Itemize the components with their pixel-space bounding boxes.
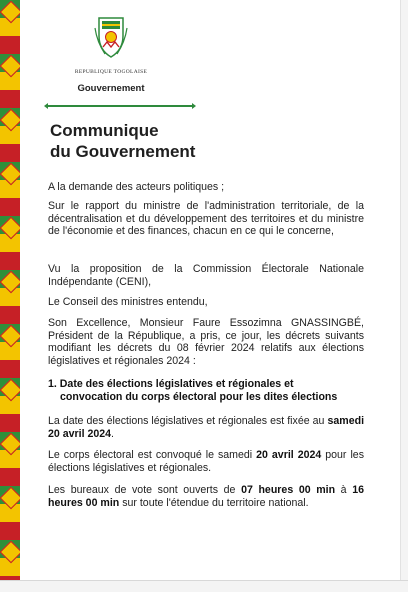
statement-date: 20 avril 2024 (256, 449, 322, 461)
statement-text: pour les élections législatives et régionales. (48, 449, 364, 474)
statement-date: samedi 20 avril 2024 (48, 415, 365, 440)
border-diamond (0, 163, 20, 186)
title-line-1: Communique (50, 121, 159, 140)
border-diamond (0, 541, 20, 564)
electorate-convocation-statement (48, 449, 364, 474)
paragraph-council: Le Conseil des ministres entendu, (48, 296, 208, 308)
paragraph-decree: Son Excellence, Monsieur Faure Essozimna GNASSINGBÉ, Président de la République, a pris, ce jour, les décrets suivants modifiant les décrets du 08 février 2024 relatifs aux élections législatives et régionales 2024 : (48, 317, 364, 367)
paragraph-intro: A la demande des acteurs politiques ; (48, 181, 225, 193)
border-diamond (0, 55, 20, 78)
coat-of-arms-icon (93, 14, 129, 60)
section-heading-line-2: convocation du corps électoral pour les dites élections (60, 390, 338, 403)
opening-time: 07 heures 00 min (241, 484, 336, 496)
statement-text: sur toute l'étendue du territoire national. (119, 496, 309, 509)
statement-text: Le corps électoral est convoqué le samedi (48, 449, 257, 461)
closing-time: 16 heures 00 min (48, 484, 364, 509)
border-diamond (0, 271, 20, 294)
page-title (50, 120, 195, 162)
border-diamond (0, 1, 20, 24)
title-line-2: du Gouvernement (50, 142, 196, 161)
statement-text: à (335, 484, 353, 496)
border-diamond (0, 433, 20, 456)
border-diamond (0, 379, 20, 402)
election-date-statement (48, 415, 364, 440)
statement-text: . (111, 427, 114, 440)
border-diamond (0, 487, 20, 510)
statement-text: Les bureaux de vote sont ouverts de (48, 484, 242, 496)
statement-text: La date des élections législatives et régionales est fixée au (48, 415, 325, 427)
section-heading (48, 378, 368, 403)
border-diamond (0, 217, 20, 240)
paragraph-report: Sur le rapport du ministre de l'administration territoriale, de la décentralisation et du développement des territoires et du ministre de l'économie et des finances, chacun en ce qui le concerne, (48, 200, 364, 238)
government-label: Gouvernement (77, 83, 145, 94)
border-diamond (0, 109, 20, 132)
republic-label: REPUBLIQUE TOGOLAISE (74, 69, 148, 75)
page-bottom-edge (0, 580, 408, 592)
document-header (46, 14, 176, 94)
decorative-border-strip (0, 0, 20, 580)
page-right-edge (400, 0, 408, 580)
border-diamond (0, 325, 20, 348)
header-divider (47, 105, 193, 107)
paragraph-proposal: Vu la proposition de la Commission Électorale Nationale Indépendante (CENI), (48, 263, 364, 288)
section-heading-line-1: 1. Date des élections législatives et régionales et (48, 378, 294, 390)
polling-hours-statement (48, 484, 364, 509)
